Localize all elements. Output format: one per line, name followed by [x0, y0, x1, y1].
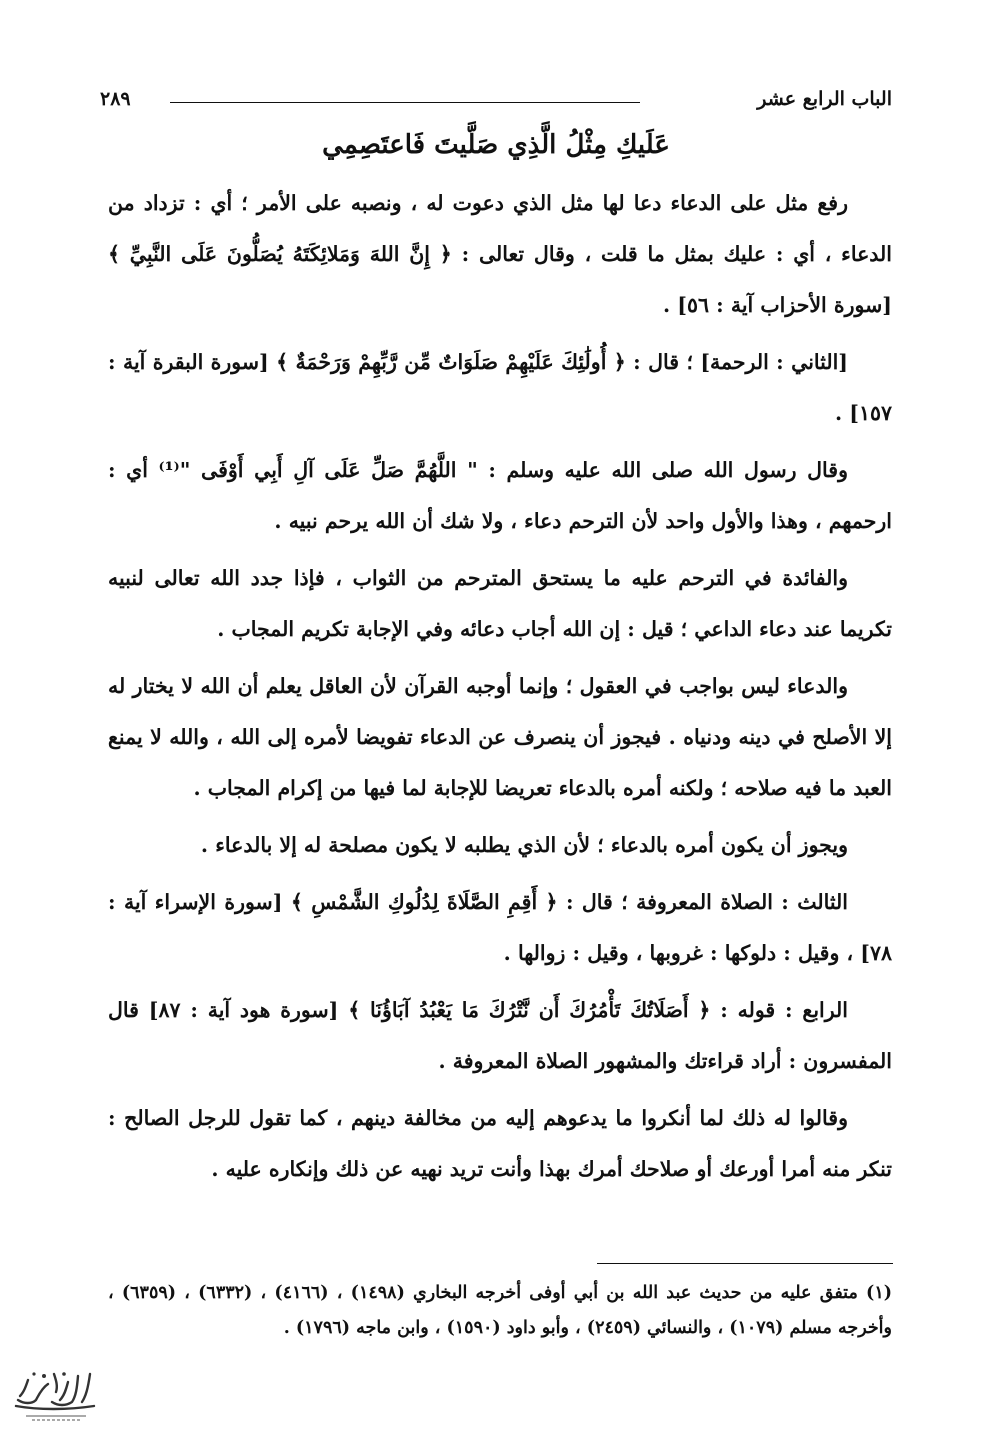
- header-rule: [170, 102, 640, 103]
- footnote-rule: [597, 1263, 893, 1264]
- running-header: [100, 88, 892, 120]
- paragraph-8: الرابع : قوله : ﴿ أَصَلَاتُكَ تَأْمُرُكَ أَن نَّتْرُكَ مَا يَعْبُدُ آبَاؤُنَا ﴾ [سورة هود آية : ٨٧] قال المفسرون : أراد قراءتك والمشهور الصلاة المعروفة .: [108, 998, 892, 1073]
- paragraph-9: وقالوا له ذلك لما أنكروا ما يدعوهم إليه من مخالفة دينهم ، كما تقول للرجل الصالح : تنكر منه أمرا أورعك أو صلاحك أمرك بهذا وأنت تريد نهيه عن ذلك وإنكاره عليه .: [108, 1106, 892, 1181]
- footnotes: [108, 1276, 892, 1346]
- paragraph-7: الثالث : الصلاة المعروفة ؛ قال : ﴿ أَقِمِ الصَّلَاةَ لِدُلُوكِ الشَّمْسِ ﴾ [سورة الإسراء آية : ٧٨] ، وقيل : دلوكها : غروبها ، وقيل : زوالها .: [108, 890, 892, 965]
- paragraph-4: والفائدة في الترحم عليه ما يستحق المترحم من الثواب ، فإذا جدد الله تعالى لنبيه تكريما عند دعاء الداعي ؛ قيل : إن الله أجاب دعائه وفي الإجابة تكريم المجاب .: [108, 566, 892, 641]
- paragraph-3: وقال رسول الله صلى الله عليه وسلم : " اللَّهُمَّ صَلِّ عَلَى آلِ أَبِي أَوْفَى "⁽¹⁾ أي : ارحمهم ، وهذا والأول واحد لأن الترحم دعاء ، ولا شك أن الله يرحم نبيه .: [108, 458, 892, 533]
- library-logo-watermark: [8, 1362, 100, 1424]
- page-number: ٢٨٩: [100, 88, 131, 110]
- paragraph-1: رفع مثل على الدعاء دعا لها مثل الذي دعوت له ، ونصبه على الأمر ؛ أي : تزداد من الدعاء ، أي : عليك بمثل ما قلت ، وقال تعالى : ﴿ إِنَّ اللهَ وَمَلائِكَتَهُ يُصَلُّونَ عَلَى النَّبِيِّ ﴾ [سورة الأحزاب آية : ٥٦] .: [108, 191, 892, 317]
- paragraph-5: والدعاء ليس بواجب في العقول ؛ وإنما أوجبه القرآن لأن العاقل يعلم أن الله لا يختار له إلا الأصلح في دينه ودنياه . فيجوز أن ينصرف عن الدعاء تفويضا لأمره إلى الله ، والله لا يمنع العبد ما فيه صلاحه ؛ ولكنه أمره بالدعاء تعريضا للإجابة لما فيها من إكرام المجاب .: [108, 674, 892, 800]
- verse-heading: عَلَيكِ مِثْلُ الَّذِي صَلَّيتَ فَاعتَصِمِي: [322, 130, 670, 160]
- paragraph-6: ويجوز أن يكون أمره بالدعاء ؛ لأن الذي يطلبه لا يكون مصلحة له إلا بالدعاء .: [200, 833, 848, 857]
- body-text: [108, 178, 892, 1201]
- chapter-title: الباب الرابع عشر: [757, 88, 892, 110]
- footnote-1: (١) متفق عليه من حديث عبد الله بن أبي أوفى أخرجه البخاري (١٤٩٨) ، (٤١٦٦) ، (٦٣٣٢) ، (٦٣٥٩) ، وأخرجه مسلم (١٠٧٩) ، والنسائي (٢٤٥٩) ، وأبو داود (١٥٩٠) ، وابن ماجه (١٧٩٦) .: [108, 1283, 893, 1338]
- paragraph-2: [الثاني : الرحمة] ؛ قال : ﴿ أُولَٰئِكَ عَلَيْهِمْ صَلَوَاتٌ مِّن رَّبِّهِمْ وَرَحْمَةٌ ﴾ [سورة البقرة آية : ١٥٧] .: [108, 350, 892, 425]
